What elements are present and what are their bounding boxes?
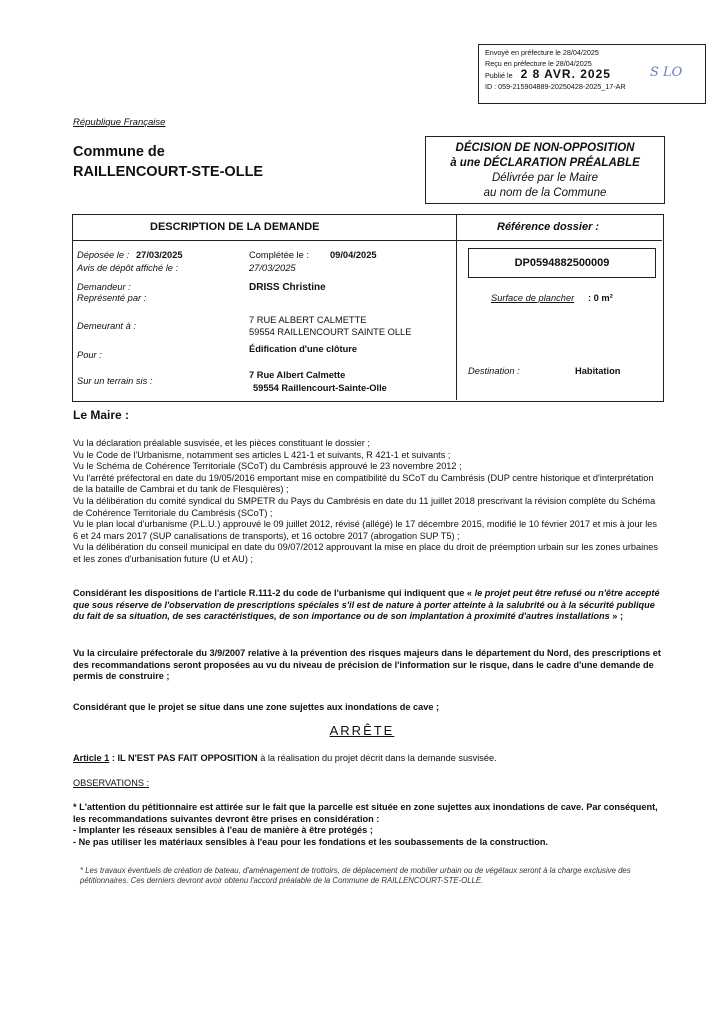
considerant-r111-intro: Considérant les dispositions de l'article R.111-2 du code de l'urbanisme qui indiquent que « <box>73 588 473 598</box>
vu-item: Vu le Schéma de Cohérence Territoriale (SCoT) du Cambrésis approuvé le 23 novembre 2012 ; <box>73 461 462 472</box>
considerant-r111-end: » ; <box>612 611 624 622</box>
stamp-handwritten: S LO <box>650 65 683 80</box>
deposee-value: 27/03/2025 <box>136 250 183 260</box>
stamp-publie-label: Publié le <box>485 71 513 80</box>
destination-value: Habitation <box>575 366 621 376</box>
commune-title <box>73 142 263 182</box>
observation-item: - Ne pas utiliser les matériaux sensibles à l'eau pour les fondations et les soubassements de la construction. <box>73 836 548 847</box>
deposee-label: Déposée le : <box>77 250 130 260</box>
demande-divider-horizontal <box>72 240 662 241</box>
surface-value: : 0 m² <box>588 293 613 303</box>
destination-label: Destination : <box>468 366 520 376</box>
avis-value: 27/03/2025 <box>249 263 296 273</box>
prefecture-stamp <box>478 44 706 104</box>
observation-item: * L'attention du pétitionnaire est attirée sur le fait que la parcelle est située en zone sujettes aux inondations de cave. Par conséquent, les recommandations suivantes devront être prises en considération : <box>73 802 658 824</box>
demeurant-line2: 59554 RAILLENCOURT SAINTE OLLE <box>249 327 412 337</box>
considerant-inondation: Considérant que le projet se situe dans une zone sujettes aux inondations de cave ; <box>73 702 440 712</box>
completee-label: Complétée le : <box>249 250 309 260</box>
decision-line4: au nom de la Commune <box>483 187 607 199</box>
considerant-r111-quote: le projet peut être refusé ou n'être accepté que sous réserve de l'observation de prescriptions spéciales s'il est de nature à porter atteinte à la salubrité ou à la sécurité publique du fait de sa situation, de ses caractéristiques, de son importance ou de son implantation à proximité d'autres installations <box>73 588 660 622</box>
surface-label: Surface de plancher <box>491 293 575 303</box>
reference-number: DP0594882500009 <box>514 257 610 269</box>
pour-label: Pour : <box>77 350 102 360</box>
article-1-label: Article 1 <box>73 753 110 763</box>
article-1-bold: : IL N'EST PAS FAIT OPPOSITION <box>111 753 258 763</box>
terrain-label: Sur un terrain sis : <box>77 376 153 386</box>
stamp-id: ID : 059-215904889-20250428-2025_17-AR <box>485 82 626 91</box>
demandeur-value: DRISS Christine <box>249 282 326 293</box>
pour-value: Édification d'une clôture <box>249 344 358 354</box>
avis-label: Avis de dépôt affiché le : <box>77 263 179 273</box>
observation-item: - Implanter les réseaux sensibles à l'eau de manière à être protégés ; <box>73 825 373 836</box>
commune-line2: RAILLENCOURT-STE-OLLE <box>73 164 264 180</box>
reference-box <box>468 248 656 278</box>
vu-item: Vu le Code de l'Urbanisme, notamment ses articles L 421-1 et suivants, R 421-1 et suivants ; <box>73 449 451 460</box>
observations-list <box>73 802 661 848</box>
observations-title: OBSERVATIONS : <box>73 778 150 788</box>
article-1 <box>73 753 661 765</box>
decision-line1: DÉCISION DE NON-OPPOSITION <box>455 142 635 154</box>
demeurant-label: Demeurant à : <box>77 321 136 331</box>
stamp-envoye: Envoyé en préfecture le 28/04/2025 <box>485 48 599 57</box>
republique-label: République Française <box>73 117 166 128</box>
demandeur-label: Demandeur : <box>77 282 131 292</box>
vus-list <box>73 438 661 566</box>
circulaire-paragraph: Vu la circulaire préfectorale du 3/9/2007 relative à la prévention des risques majeurs dans le département du Nord, des prescriptions et des recommandations seront proposées au vu du niveau de précision de l'information sur le risque, dans le cadre d'une demande de permis de construire ; <box>73 648 661 682</box>
vu-item: Vu la délibération du comité syndical du SMPETR du Pays du Cambrésis en date du 11 juillet 2018 prescrivant la révision complète du Schéma de Cohérence Territoriale du Cambrésis (SCoT) ; <box>73 495 656 518</box>
considerant-r111 <box>73 588 661 623</box>
completee-value: 09/04/2025 <box>330 250 377 260</box>
vu-item: Vu la délibération du conseil municipal en date du 09/07/2012 approuvant la mise en place du droit de préemption urbain sur les zones urbaines et les zones d'urbanisation future (U et AU) ; <box>73 542 658 564</box>
vu-item: Vu l'arrêté préfectoral en date du 19/05/2016 emportant mise en compatibilité du SCoT du Cambrésis (DUP centre historique et d'interprétation de la bataille de Cambrai et du tank de Flesquières) ; <box>73 472 654 495</box>
terrain-line2: 59554 Raillencourt-Sainte-Olle <box>253 383 387 393</box>
vu-item: Vu la déclaration préalable susvisée, et les pièces constituant le dossier ; <box>73 438 370 448</box>
footnote: * Les travaux éventuels de création de bateau, d'aménagement de trottoirs, de déplacement de mobilier urbain ou de végétaux seront à la charge exclusive des pétitionnaires. Ces derniers devront avoir obtenu l'accord préalable de la Commune de RAILLENCOURT-STE-OLLE. <box>80 866 631 885</box>
stamp-publie-date: 2 8 AVR. 2025 <box>520 67 611 81</box>
commune-line1: Commune de <box>73 144 165 160</box>
demande-title: DESCRIPTION DE LA DEMANDE <box>150 221 320 233</box>
decision-line3: Délivrée par le Maire <box>491 172 599 184</box>
stamp-recu: Reçu en préfecture le 28/04/2025 <box>485 59 592 68</box>
reference-title: Référence dossier : <box>497 221 600 233</box>
arrete-title: ARRÊTE <box>329 723 395 738</box>
terrain-line1: 7 Rue Albert Calmette <box>249 370 346 380</box>
decision-box <box>425 136 665 204</box>
article-1-rest: à la réalisation du projet décrit dans la demande susvisée. <box>260 753 497 763</box>
demeurant-line1: 7 RUE ALBERT CALMETTE <box>249 315 367 325</box>
decision-line2: à une DÉCLARATION PRÉALABLE <box>450 157 640 169</box>
demande-divider-vertical <box>456 214 457 400</box>
represente-label: Représenté par : <box>77 293 147 303</box>
vu-item: Vu le plan local d'urbanisme (P.L.U.) approuvé le 09 juillet 2012, révisé (allégé) le 17 décembre 2015, modifié le 10 février 2017 et mis à jour les 6 et 24 mars 2017 (SUP canalisations de transports), et 16 octobre 2017 (abrogation SUP T5) ; <box>73 519 657 541</box>
le-maire-heading: Le Maire : <box>73 408 130 422</box>
